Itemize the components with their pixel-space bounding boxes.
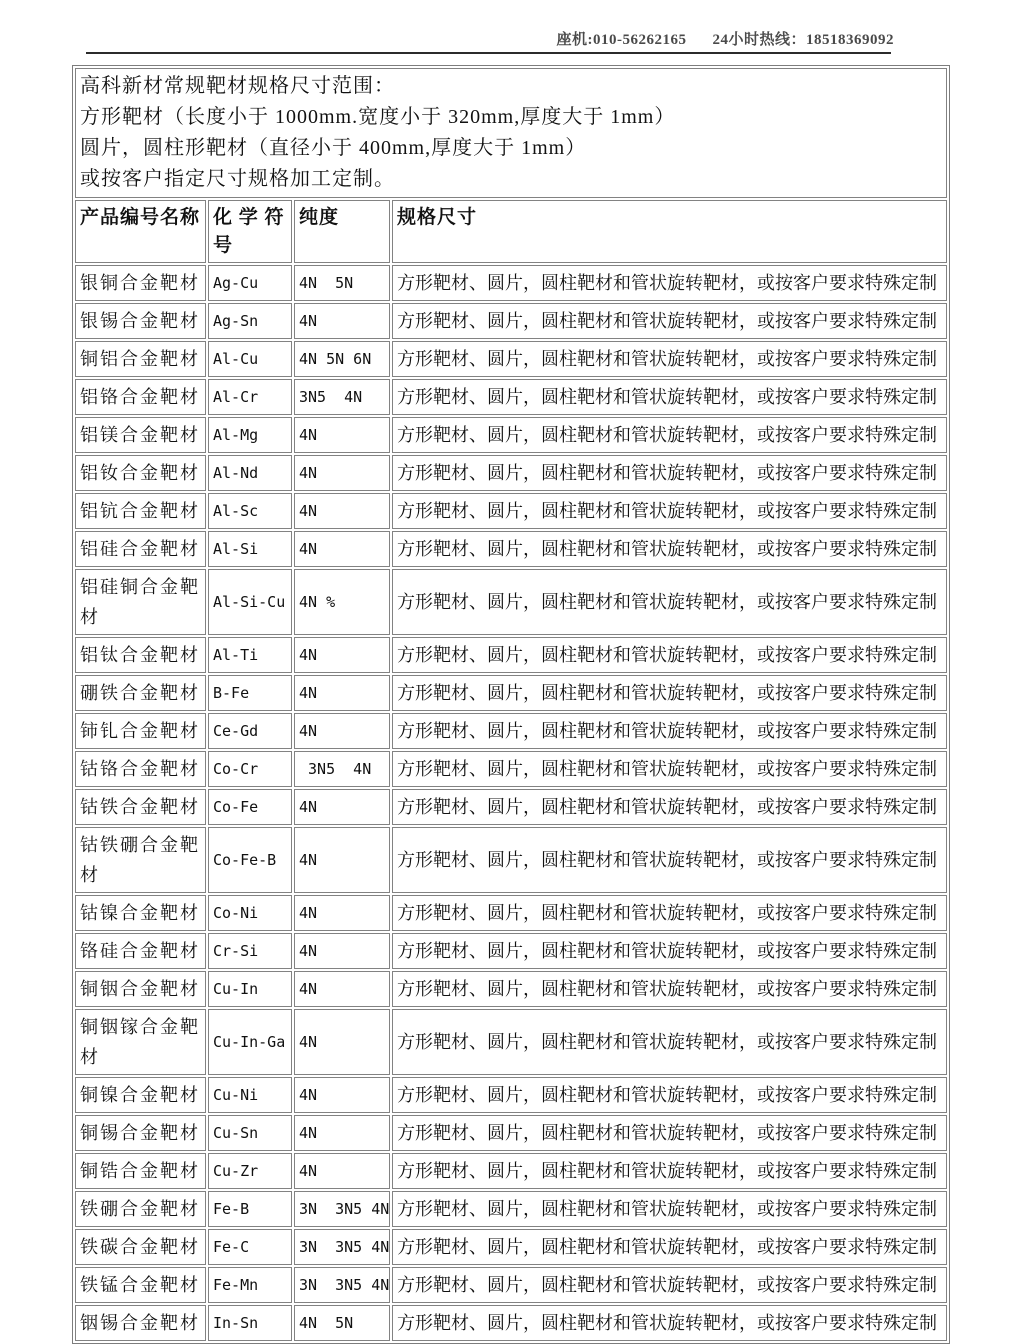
product-name-cell: 铁硼合金靶材	[75, 1191, 206, 1227]
purity-cell: 4N 5N 6N	[294, 341, 390, 377]
spec-cell: 方形靶材、圆片，圆柱靶材和管状旋转靶材，或按客户要求特殊定制	[392, 379, 947, 415]
header-product-name: 产品编号名称	[75, 200, 206, 263]
product-name-cell: 铜铟镓合金靶材	[75, 1009, 206, 1075]
spec-cell: 方形靶材、圆片，圆柱靶材和管状旋转靶材，或按客户要求特殊定制	[392, 1115, 947, 1151]
product-name-cell: 铝镁合金靶材	[75, 417, 206, 453]
purity-cell: 3N 3N5 4N	[294, 1191, 390, 1227]
spec-cell: 方形靶材、圆片，圆柱靶材和管状旋转靶材，或按客户要求特殊定制	[392, 455, 947, 491]
spec-cell: 方形靶材、圆片，圆柱靶材和管状旋转靶材，或按客户要求特殊定制	[392, 493, 947, 529]
chemical-symbol-cell: Cu-Zr	[208, 1153, 292, 1189]
product-name-cell: 钴铁硼合金靶材	[75, 827, 206, 893]
spec-cell: 方形靶材、圆片，圆柱靶材和管状旋转靶材，或按客户要求特殊定制	[392, 1191, 947, 1227]
spec-cell: 方形靶材、圆片，圆柱靶材和管状旋转靶材，或按客户要求特殊定制	[392, 933, 947, 969]
purity-cell: 3N5 4N	[294, 379, 390, 415]
spec-cell: 方形靶材、圆片，圆柱靶材和管状旋转靶材，或按客户要求特殊定制	[392, 789, 947, 825]
product-name-cell: 铝钪合金靶材	[75, 493, 206, 529]
product-name-cell: 银锡合金靶材	[75, 303, 206, 339]
phone-landline: 座机:010-56262165	[556, 32, 687, 48]
header-chemical-symbol: 化 学 符号	[208, 200, 292, 263]
purity-cell: 4N	[294, 1115, 390, 1151]
table-row	[75, 1153, 947, 1189]
chemical-symbol-cell: Al-Mg	[208, 417, 292, 453]
chemical-symbol-cell: Ce-Gd	[208, 713, 292, 749]
content-sheet	[72, 65, 950, 1344]
table-row	[75, 303, 947, 339]
chemical-symbol-cell: Al-Cr	[208, 379, 292, 415]
intro-text-cell	[75, 68, 947, 198]
purity-cell: 3N 3N5 4N	[294, 1267, 390, 1303]
purity-cell: 4N	[294, 933, 390, 969]
purity-cell: 4N	[294, 789, 390, 825]
chemical-symbol-cell: Co-Fe-B	[208, 827, 292, 893]
table-row	[75, 569, 947, 635]
spec-cell: 方形靶材、圆片，圆柱靶材和管状旋转靶材，或按客户要求特殊定制	[392, 1305, 947, 1341]
product-name-cell: 铝硅铜合金靶材	[75, 569, 206, 635]
purity-cell: 4N	[294, 895, 390, 931]
purity-cell: 3N5 4N	[294, 751, 390, 787]
chemical-symbol-cell: Al-Si	[208, 531, 292, 567]
purity-cell: 4N	[294, 1077, 390, 1113]
chemical-symbol-cell: Al-Sc	[208, 493, 292, 529]
product-name-cell: 铜锆合金靶材	[75, 1153, 206, 1189]
spec-cell: 方形靶材、圆片，圆柱靶材和管状旋转靶材，或按客户要求特殊定制	[392, 265, 947, 301]
spec-cell: 方形靶材、圆片，圆柱靶材和管状旋转靶材，或按客户要求特殊定制	[392, 303, 947, 339]
table-row	[75, 531, 947, 567]
purity-cell: 4N	[294, 455, 390, 491]
spec-cell: 方形靶材、圆片，圆柱靶材和管状旋转靶材，或按客户要求特殊定制	[392, 675, 947, 711]
product-name-cell: 钴铬合金靶材	[75, 751, 206, 787]
intro-line-1: 高科新材常规靶材规格尺寸范围：	[80, 75, 395, 97]
purity-cell: 3N 3N5 4N	[294, 1229, 390, 1265]
chemical-symbol-cell: B-Fe	[208, 675, 292, 711]
product-name-cell: 铝钕合金靶材	[75, 455, 206, 491]
chemical-symbol-cell: Co-Fe	[208, 789, 292, 825]
chemical-symbol-cell: Al-Si-Cu	[208, 569, 292, 635]
table-header-row	[75, 200, 947, 263]
purity-cell: 4N	[294, 1009, 390, 1075]
header-spec: 规格尺寸	[392, 200, 947, 263]
chemical-symbol-cell: Fe-Mn	[208, 1267, 292, 1303]
product-name-cell: 铜锡合金靶材	[75, 1115, 206, 1151]
intro-line-3: 圆片，圆柱形靶材（直径小于 400mm,厚度大于 1mm）	[80, 137, 587, 159]
chemical-symbol-cell: In-Sn	[208, 1305, 292, 1341]
product-spec-table	[72, 65, 950, 1344]
table-row	[75, 417, 947, 453]
table-row	[75, 895, 947, 931]
purity-cell: 4N	[294, 1153, 390, 1189]
purity-cell: 4N 5N	[294, 265, 390, 301]
chemical-symbol-cell: Cu-In-Ga	[208, 1009, 292, 1075]
spec-cell: 方形靶材、圆片，圆柱靶材和管状旋转靶材，或按客户要求特殊定制	[392, 637, 947, 673]
product-name-cell: 铝铬合金靶材	[75, 379, 206, 415]
product-name-cell: 铝硅合金靶材	[75, 531, 206, 567]
spec-cell: 方形靶材、圆片，圆柱靶材和管状旋转靶材，或按客户要求特殊定制	[392, 341, 947, 377]
chemical-symbol-cell: Cu-In	[208, 971, 292, 1007]
table-row	[75, 1115, 947, 1151]
intro-line-2: 方形靶材（长度小于 1000mm.宽度小于 320mm,厚度大于 1mm）	[80, 106, 676, 128]
product-name-cell: 铟锡合金靶材	[75, 1305, 206, 1341]
table-row	[75, 637, 947, 673]
product-name-cell: 铈钆合金靶材	[75, 713, 206, 749]
purity-cell: 4N %	[294, 569, 390, 635]
chemical-symbol-cell: Co-Cr	[208, 751, 292, 787]
intro-line-4: 或按客户指定尺寸规格加工定制。	[80, 168, 395, 190]
chemical-symbol-cell: Cu-Ni	[208, 1077, 292, 1113]
chemical-symbol-cell: Cr-Si	[208, 933, 292, 969]
table-row	[75, 493, 947, 529]
product-name-cell: 铝钛合金靶材	[75, 637, 206, 673]
purity-cell: 4N	[294, 827, 390, 893]
product-name-cell: 铜镍合金靶材	[75, 1077, 206, 1113]
spec-cell: 方形靶材、圆片，圆柱靶材和管状旋转靶材，或按客户要求特殊定制	[392, 569, 947, 635]
header-divider	[86, 52, 891, 54]
chemical-symbol-cell: Ag-Cu	[208, 265, 292, 301]
chemical-symbol-cell: Al-Nd	[208, 455, 292, 491]
purity-cell: 4N	[294, 637, 390, 673]
spec-cell: 方形靶材、圆片，圆柱靶材和管状旋转靶材，或按客户要求特殊定制	[392, 1009, 947, 1075]
spec-cell: 方形靶材、圆片，圆柱靶材和管状旋转靶材，或按客户要求特殊定制	[392, 1153, 947, 1189]
chemical-symbol-cell: Co-Ni	[208, 895, 292, 931]
table-row	[75, 1009, 947, 1075]
purity-cell: 4N	[294, 713, 390, 749]
table-row	[75, 455, 947, 491]
chemical-symbol-cell: Fe-B	[208, 1191, 292, 1227]
spec-cell: 方形靶材、圆片，圆柱靶材和管状旋转靶材，或按客户要求特殊定制	[392, 827, 947, 893]
table-row	[75, 265, 947, 301]
table-row	[75, 751, 947, 787]
spec-cell: 方形靶材、圆片，圆柱靶材和管状旋转靶材，或按客户要求特殊定制	[392, 1267, 947, 1303]
chemical-symbol-cell: Al-Ti	[208, 637, 292, 673]
product-name-cell: 铬硅合金靶材	[75, 933, 206, 969]
chemical-symbol-cell: Ag-Sn	[208, 303, 292, 339]
purity-cell: 4N 5N	[294, 1305, 390, 1341]
spec-cell: 方形靶材、圆片，圆柱靶材和管状旋转靶材，或按客户要求特殊定制	[392, 1229, 947, 1265]
chemical-symbol-cell: Fe-C	[208, 1229, 292, 1265]
purity-cell: 4N	[294, 675, 390, 711]
purity-cell: 4N	[294, 531, 390, 567]
table-row	[75, 713, 947, 749]
product-name-cell: 铜铝合金靶材	[75, 341, 206, 377]
table-row	[75, 1229, 947, 1265]
chemical-symbol-cell: Cu-Sn	[208, 1115, 292, 1151]
contact-bar	[0, 28, 894, 49]
spec-cell: 方形靶材、圆片，圆柱靶材和管状旋转靶材，或按客户要求特殊定制	[392, 1077, 947, 1113]
spec-cell: 方形靶材、圆片，圆柱靶材和管状旋转靶材，或按客户要求特殊定制	[392, 895, 947, 931]
header-purity: 纯度	[294, 200, 390, 263]
intro-row	[75, 68, 947, 198]
product-name-cell: 银铜合金靶材	[75, 265, 206, 301]
product-name-cell: 铁锰合金靶材	[75, 1267, 206, 1303]
table-row	[75, 379, 947, 415]
table-row	[75, 971, 947, 1007]
purity-cell: 4N	[294, 971, 390, 1007]
spec-cell: 方形靶材、圆片，圆柱靶材和管状旋转靶材，或按客户要求特殊定制	[392, 417, 947, 453]
product-name-cell: 钴镍合金靶材	[75, 895, 206, 931]
table-row	[75, 933, 947, 969]
table-body	[75, 68, 947, 1341]
spec-cell: 方形靶材、圆片，圆柱靶材和管状旋转靶材，或按客户要求特殊定制	[392, 751, 947, 787]
phone-hotline: 24小时热线：18518369092	[712, 32, 894, 48]
purity-cell: 4N	[294, 493, 390, 529]
table-row	[75, 1077, 947, 1113]
table-row	[75, 1267, 947, 1303]
table-row	[75, 341, 947, 377]
table-row	[75, 675, 947, 711]
spec-cell: 方形靶材、圆片，圆柱靶材和管状旋转靶材，或按客户要求特殊定制	[392, 971, 947, 1007]
product-name-cell: 钴铁合金靶材	[75, 789, 206, 825]
product-name-cell: 铁碳合金靶材	[75, 1229, 206, 1265]
product-name-cell: 铜铟合金靶材	[75, 971, 206, 1007]
chemical-symbol-cell: Al-Cu	[208, 341, 292, 377]
purity-cell: 4N	[294, 417, 390, 453]
spec-cell: 方形靶材、圆片，圆柱靶材和管状旋转靶材，或按客户要求特殊定制	[392, 713, 947, 749]
spec-cell: 方形靶材、圆片，圆柱靶材和管状旋转靶材，或按客户要求特殊定制	[392, 531, 947, 567]
product-name-cell: 硼铁合金靶材	[75, 675, 206, 711]
table-row	[75, 827, 947, 893]
table-row	[75, 1305, 947, 1341]
table-row	[75, 1191, 947, 1227]
table-row	[75, 789, 947, 825]
purity-cell: 4N	[294, 303, 390, 339]
